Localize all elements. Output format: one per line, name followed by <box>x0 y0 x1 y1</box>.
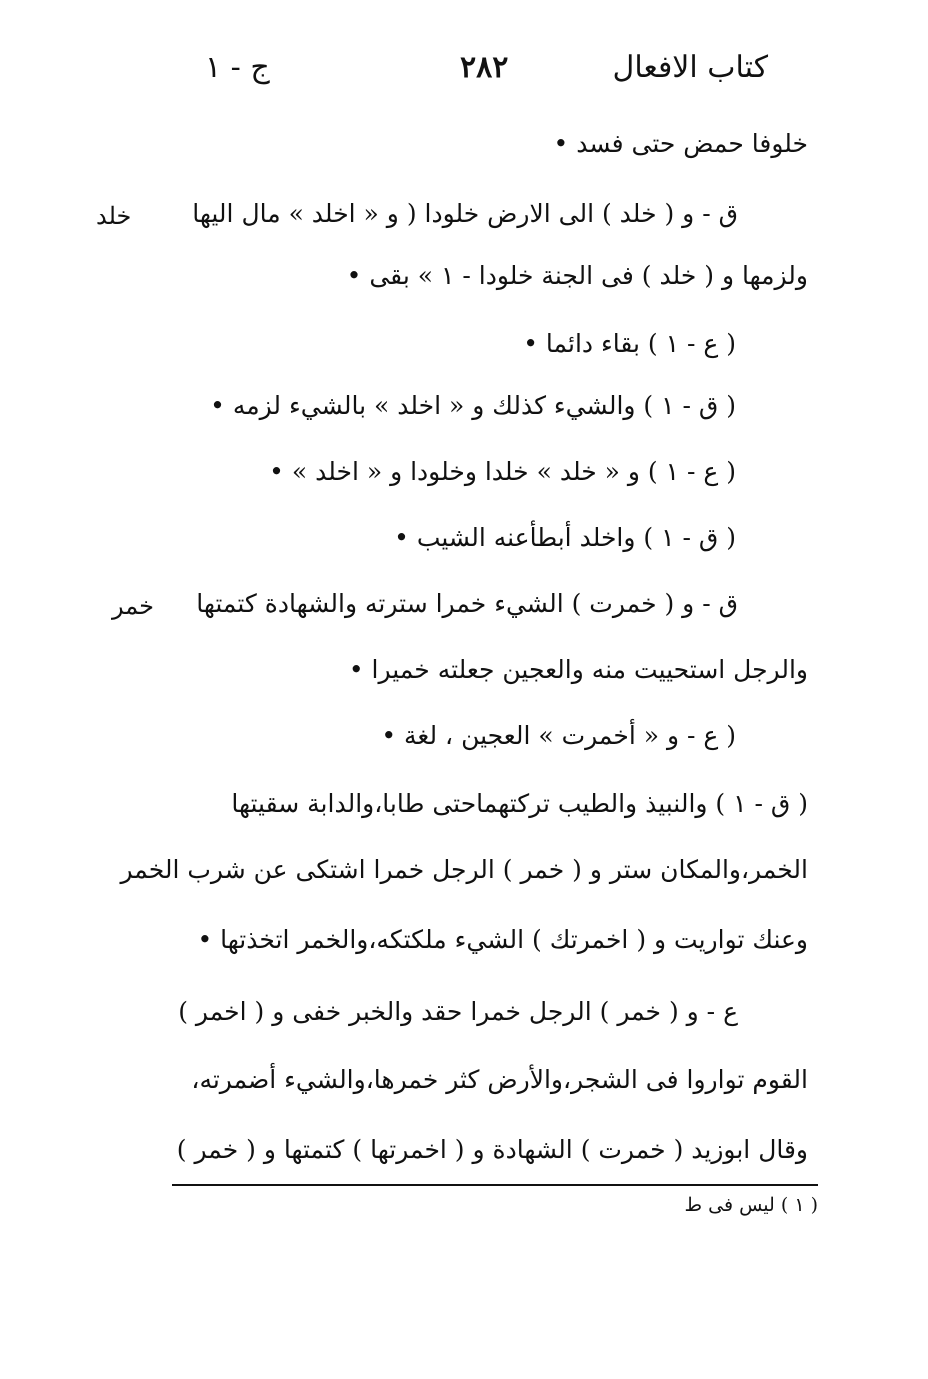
text-line: وعنك تواريت و ( اخمرتك ) الشيء ملكتكه،والخمر اتخذتها • <box>197 925 808 954</box>
text-line: ( ق - ١ ) والنبيذ والطيب تركتهماحتى طابا،والدابة سقيتها <box>231 789 808 818</box>
text-line: ق - و ( خمرت ) الشيء خمرا سترته والشهادة كتمتها <box>196 589 738 618</box>
text-line: والرجل استحييت منه والعجين جعلته خميرا • <box>348 655 808 684</box>
text-line: ( ق - ١ ) والشيء كذلك و « اخلد » بالشيء لزمه • <box>210 391 736 420</box>
text-line: ( ع - ١ ) بقاء دائما • <box>523 329 736 358</box>
footnote-divider <box>172 1184 818 1186</box>
text-line: ( ع - و « أخمرت » العجين ، لغة • <box>381 721 736 750</box>
text-line: الخمر،والمكان ستر و ( خمر ) الرجل خمرا اشتكى عن شرب الخمر <box>120 855 808 884</box>
text-line: ولزمها و ( خلد ) فى الجنة خلودا - ١ » بقى • <box>346 261 808 290</box>
text-line: القوم تواروا فى الشجر،والأرض كثر خمرها،والشيء أضمرته، <box>191 1065 808 1094</box>
text-line: ق - و ( خلد ) الى الارض خلودا ( و « اخلد » مال اليها <box>192 199 738 228</box>
footnote: ( ١ ) ليس فى ط <box>684 1194 818 1216</box>
text-line: خلوفا حمض حتى فسد • <box>553 129 808 158</box>
margin-entry-khamar: خمر <box>112 592 154 620</box>
text-line: ع - و ( خمر ) الرجل خمرا حقد والخبر خفى و ( اخمر ) <box>178 997 738 1026</box>
volume-label: ج - ١ <box>205 50 270 85</box>
running-title: كتاب الافعال <box>612 50 768 85</box>
margin-entry-khalad: خلد <box>96 202 132 230</box>
page-number: ٢٨٢ <box>460 50 509 85</box>
text-line: ( ق - ١ ) واخلد أبطأعنه الشيب • <box>394 523 736 552</box>
text-line: وقال ابوزيد ( خمرت ) الشهادة و ( اخمرتها ) كتمتها و ( خمر ) <box>176 1135 808 1164</box>
text-line: ( ع - ١ ) و « خلد » خلدا وخلودا و « اخلد » • <box>269 457 736 486</box>
